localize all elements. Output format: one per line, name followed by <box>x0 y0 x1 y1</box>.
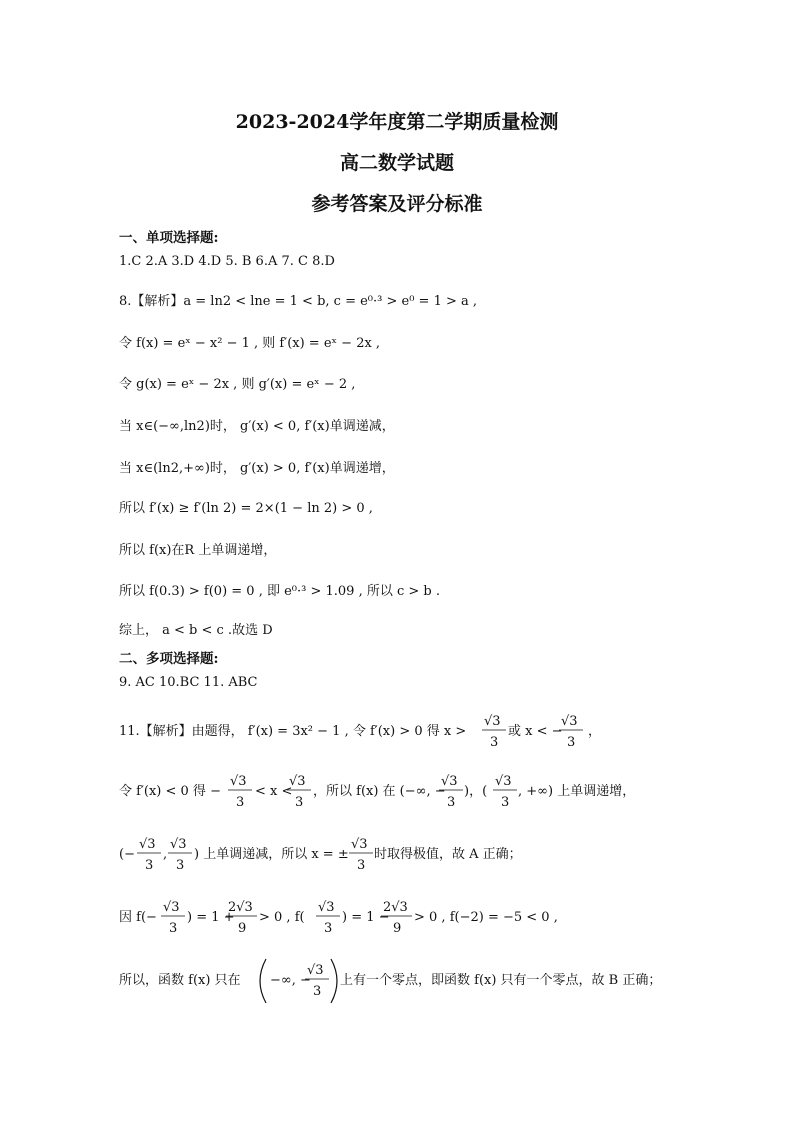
q11-line-1 <box>0 705 794 753</box>
q11-line-4-c: > 0 , f( <box>259 910 305 925</box>
fraction-numerator: √3 <box>230 774 247 789</box>
fraction-numerator: √3 <box>441 774 458 789</box>
q11-line-3-a: (− <box>119 847 135 862</box>
multiple-choice-answers: 9. AC 10.BC 11. ABC <box>119 675 258 690</box>
fraction-denominator: 3 <box>447 795 456 810</box>
fraction-numerator: √3 <box>170 837 187 852</box>
q11-line-4-a: 因 f(− <box>119 910 157 925</box>
q11-line-5 <box>0 953 794 1009</box>
fraction-numerator: √3 <box>484 714 501 729</box>
fraction-numerator: √3 <box>318 900 335 915</box>
q11-line-2-c: ，所以 f(x) 在 (−∞, − <box>313 784 446 799</box>
q8-line-7: 所以 f(x)在R 上单调递增， <box>119 543 277 558</box>
q8-line-5: 当 x∈(ln2,+∞)时， g′(x) > 0, f′(x)单调递增， <box>119 461 395 476</box>
q8-line-3: 令 g(x) = eˣ − 2x , 则 g′(x) = eˣ − 2 , <box>119 377 356 392</box>
fraction-numerator: √3 <box>351 837 368 852</box>
fraction-denominator: 3 <box>501 795 510 810</box>
fraction-numerator: 2√3 <box>383 900 408 915</box>
q8-line-4: 当 x∈(−∞,ln2)时， g′(x) < 0, f′(x)单调递减， <box>119 419 395 434</box>
fraction-denominator: 9 <box>393 921 402 936</box>
q8-line-8: 所以 f(0.3) > f(0) = 0 , 即 e⁰·³ > 1.09 , 所以 c > b . <box>119 584 441 599</box>
q11-line-4-b: ) = 1 + <box>187 910 235 925</box>
q11-line-5-b: −∞, − <box>270 973 311 988</box>
fraction-denominator: 3 <box>313 984 322 999</box>
fraction-denominator: 3 <box>357 858 366 873</box>
fraction-denominator: 3 <box>324 921 333 936</box>
q8-line-2: 令 f(x) = eˣ − x² − 1 , 则 f′(x) = eˣ − 2x , <box>119 336 381 351</box>
q8-line-9: 综上， a < b < c .故选 D <box>119 623 273 638</box>
q11-line-5-c: 上有一个零点，即函数 f(x) 只有一个零点，故 B 正确； <box>340 973 662 988</box>
q11-line-3-b: , <box>163 847 168 862</box>
q11-line-3-c: ) 上单调递减，所以 x = ± <box>194 847 349 862</box>
fraction-denominator: 3 <box>567 735 576 750</box>
q11-line-4-d: ) = 1 − <box>342 910 390 925</box>
q11-line-5-a: 所以，函数 f(x) 只在 <box>119 973 241 988</box>
section-heading-single-choice: 一、单项选择题: <box>119 230 219 246</box>
fraction-denominator: 3 <box>490 735 499 750</box>
q11-line-4 <box>0 893 794 941</box>
title-line-2: 高二数学试题 <box>339 152 454 174</box>
q11-line-4-e: > 0 , f(−2) = −5 < 0 , <box>414 910 558 925</box>
q11-line-2-e: , +∞) 上单调递增， <box>518 784 636 799</box>
fraction-denominator: 3 <box>145 858 154 873</box>
fraction-denominator: 3 <box>295 795 304 810</box>
fraction-numerator: 2√3 <box>228 900 253 915</box>
q11-line-1-text: 11.【解析】由题得， f′(x) = 3x² − 1 , 令 f′(x) > 0 得 x > <box>119 724 467 739</box>
fraction-numerator: √3 <box>289 774 306 789</box>
q11-line-3 <box>0 830 794 878</box>
fraction-numerator: √3 <box>495 774 512 789</box>
title-line-1: 2023-2024学年度第二学期质量检测 <box>235 111 559 133</box>
fraction-denominator: 3 <box>169 921 178 936</box>
fraction-numerator: √3 <box>561 714 578 729</box>
left-paren <box>260 959 266 1003</box>
right-paren <box>331 959 337 1003</box>
fraction-denominator: 9 <box>238 921 247 936</box>
q11-line-1-end: ， <box>588 724 602 739</box>
fraction-denominator: 3 <box>176 858 185 873</box>
fraction-numerator: √3 <box>139 837 156 852</box>
q8-line-6: 所以 f′(x) ≥ f′(ln 2) = 2×(1 − ln 2) > 0 , <box>119 501 373 516</box>
q11-line-2-a: 令 f′(x) < 0 得 − <box>119 784 221 799</box>
q8-line-1: 8.【解析】a = ln2 < lne = 1 < b, c = e⁰·³ > e⁰ = 1 > a , <box>119 294 478 309</box>
fraction-numerator: √3 <box>163 900 180 915</box>
q11-line-2 <box>0 767 794 815</box>
q11-line-2-b: < x < <box>255 784 293 799</box>
q11-line-1-or: 或 x < − <box>508 724 563 739</box>
q11-line-3-d: 时取得极值，故 A 正确； <box>374 847 522 862</box>
fraction-denominator: 3 <box>236 795 245 810</box>
single-choice-answers: 1.C 2.A 3.D 4.D 5. B 6.A 7. C 8.D <box>119 254 335 269</box>
q11-line-2-d: )，( <box>464 784 488 799</box>
fraction-numerator: √3 <box>307 963 324 978</box>
section-heading-multiple-choice: 二、多项选择题: <box>119 651 219 667</box>
title-line-3: 参考答案及评分标准 <box>311 193 483 215</box>
